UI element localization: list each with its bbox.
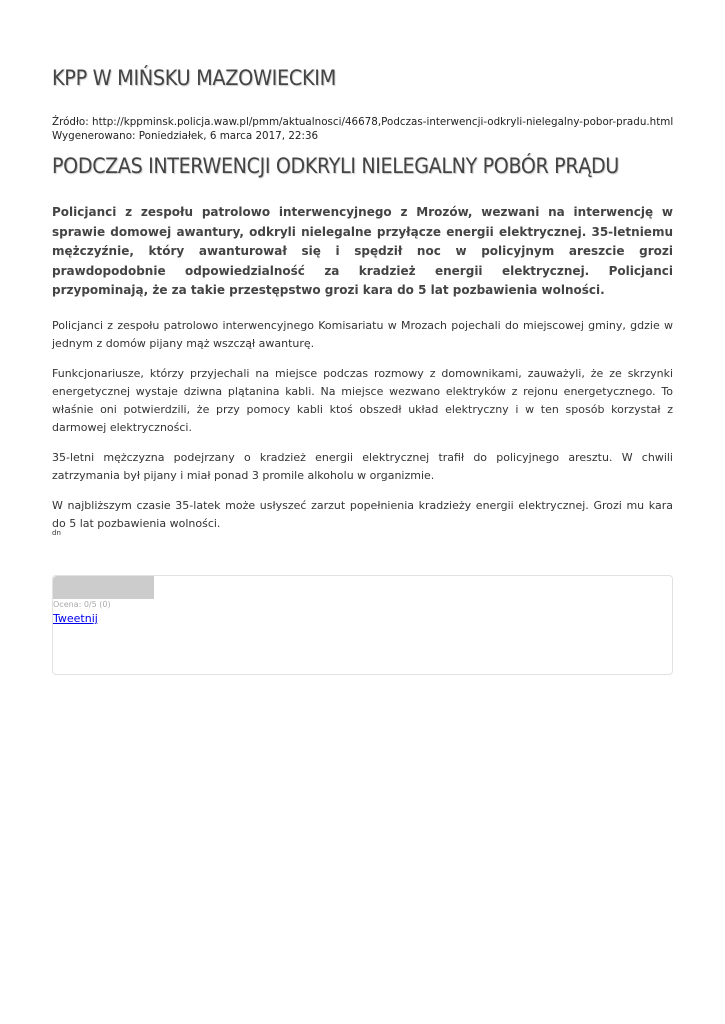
generated-date: Wygenerowano: Poniedziałek, 6 marca 2017, 22:36 (52, 129, 319, 142)
tweet-link[interactable]: Tweetnij (53, 612, 98, 625)
article-lead: Policjanci z zespołu patrolowo interwencyjnego z Mrozów, wezwani na interwencję w sprawie domowej awantury, odkryli nielegalne przyłącze energii elektrycznej. 35-letniemu mężczyźnie, który awanturował się i spędził noc w policyjnym areszcie grozi prawdopodobnie odpowiedzialność za kradzież energii elektrycznej. Policjanci przypominają, że za takie przestępstwo grozi kara do 5 lat pozbawienia wolności. (52, 205, 673, 297)
rating-bar[interactable] (53, 576, 154, 599)
site-title: KPP W MIŃSKU MAZOWIECKIM (52, 66, 336, 90)
article-body (52, 317, 673, 545)
rating-box (52, 575, 673, 675)
article-paragraph: Funkcjonariusze, którzy przyjechali na miejsce podczas rozmowy z domownikami, zauważyli, że ze skrzynki energetycznej wystaje dziwna plątanina kabli. Na miejsce wezwano elektryków z rejonu energetycznego. To właśnie oni potwierdzili, że przy pomocy kabli ktoś obszedł układ elektryczny i w ten sposób korzystał z darmowej elektryczności. (52, 367, 673, 434)
article-paragraph: 35-letni mężczyzna podejrzany o kradzież energii elektrycznej trafił do policyjnego aresztu. W chwili zatrzymania był pijany i miał ponad 3 promile alkoholu w organizmie. (52, 451, 673, 482)
meta-info (52, 115, 673, 143)
article-paragraph: W najbliższym czasie 35-latek może usłyszeć zarzut popełnienia kradzieży energii elektrycznej. Grozi mu kara do 5 lat pozbawienia wolności. (52, 499, 673, 530)
article-paragraph: Policjanci z zespołu patrolowo interwencyjnego Komisariatu w Mrozach pojechali do miejscowej gminy, gdzie w jednym z domów pijany mąż wszczął awanturę. (52, 319, 673, 350)
article-title: PODCZAS INTERWENCJI ODKRYLI NIELEGALNY POBÓR PRĄDU (52, 154, 619, 178)
article-author: dn (52, 529, 61, 537)
rating-text: Ocena: 0/5 (0) (53, 600, 111, 609)
source-url: Źródło: http://kppminsk.policja.waw.pl/pmm/aktualnosci/46678,Podczas-interwencji-odkryli-nielegalny-pobor-pradu.html (52, 115, 674, 128)
